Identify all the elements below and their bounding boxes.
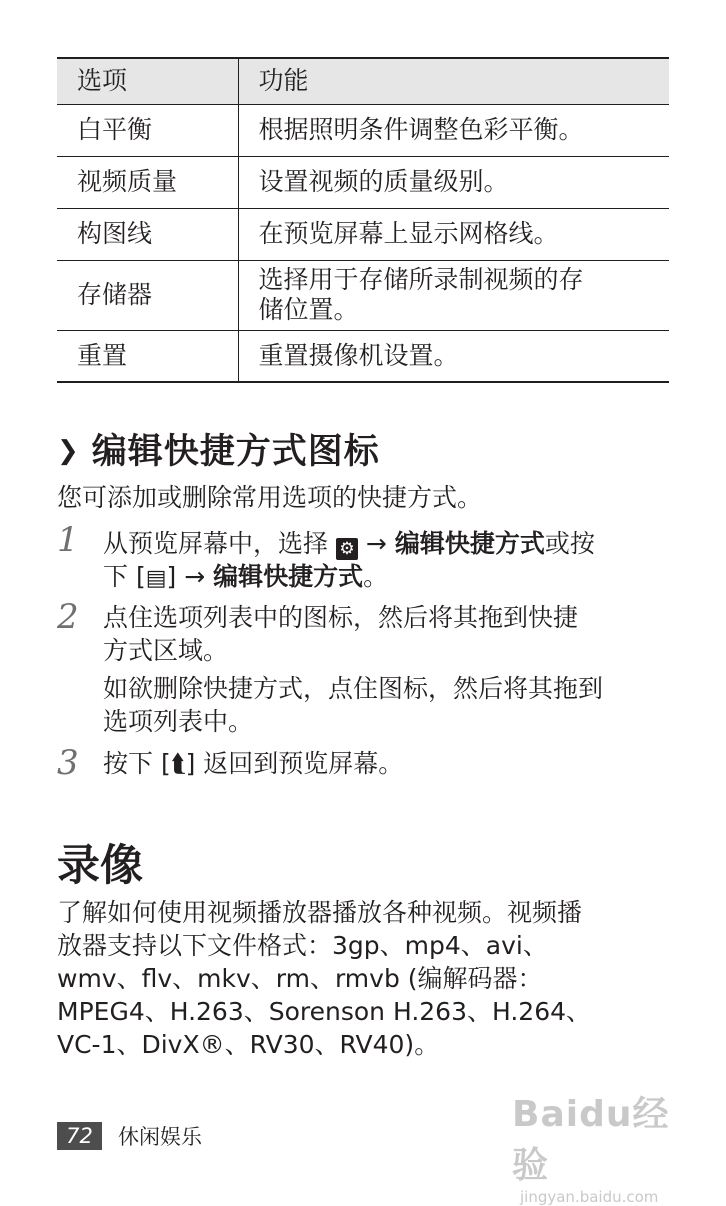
option-cell: 视频质量 xyxy=(57,156,238,208)
step-text: ] 返回到预览屏幕。 xyxy=(185,749,404,778)
step-line xyxy=(103,560,673,595)
gear-icon: ⚙ xyxy=(336,538,358,560)
table-row xyxy=(57,260,669,330)
step-line: 如欲删除快捷方式，点住图标，然后将其拖到 xyxy=(103,674,604,703)
header-option: 选项 xyxy=(57,58,238,104)
step-1 xyxy=(103,527,673,595)
step-text: 下 [ xyxy=(103,562,146,591)
option-cell: 构图线 xyxy=(57,208,238,260)
step-text: 或按 xyxy=(544,529,595,558)
section-heading xyxy=(57,424,380,474)
step-line xyxy=(103,527,673,560)
option-cell: 存储器 xyxy=(57,260,238,330)
watermark-logo-text: Baidu经验 xyxy=(512,1094,670,1186)
step-line: 选项列表中。 xyxy=(103,707,254,736)
function-line: 选择用于存储所录制视频的存 xyxy=(258,265,584,294)
step-number: 2 xyxy=(57,597,79,637)
step-number: 1 xyxy=(57,520,79,560)
function-cell: 在预览屏幕上显示网格线。 xyxy=(238,208,669,260)
step-text: 从预览屏幕中，选择 xyxy=(103,529,329,558)
para-line: 了解如何使用视频播放器播放各种视频。视频播 xyxy=(57,898,583,927)
table-row xyxy=(57,104,669,156)
step-3 xyxy=(103,747,673,780)
option-cell: 白平衡 xyxy=(57,104,238,156)
step-text: 按下 [ xyxy=(103,749,171,778)
function-cell: 设置视频的质量级别。 xyxy=(238,156,669,208)
step-line: 方式区域。 xyxy=(103,636,229,665)
para-line: wmv、flv、mkv、rm、rmvb (编解码器： xyxy=(57,964,543,993)
step-2 xyxy=(103,601,673,667)
table-row xyxy=(57,330,669,382)
step-text: 。 xyxy=(363,562,389,591)
function-cell xyxy=(238,260,669,330)
function-cell: 重置摄像机设置。 xyxy=(238,330,669,382)
function-line: 储位置。 xyxy=(258,295,359,324)
video-heading: 录像 xyxy=(57,841,143,891)
para-line: VC-1、DivX®、RV30、RV40)。 xyxy=(57,1030,440,1059)
page-number: 72 xyxy=(57,1122,102,1150)
chapter-title: 休闲娱乐 xyxy=(118,1125,202,1149)
option-cell: 重置 xyxy=(57,330,238,382)
section-heading-text: 编辑快捷方式图标 xyxy=(91,432,380,472)
options-table xyxy=(57,57,669,383)
step-2-note xyxy=(103,672,673,738)
step-bold-text: 编辑快捷方式 xyxy=(213,562,364,591)
menu-key-icon: ▤ xyxy=(145,566,167,591)
back-key-icon: ⮬ xyxy=(170,749,186,778)
table-header-row xyxy=(57,58,669,104)
section-intro: 您可添加或删除常用选项的快捷方式。 xyxy=(57,483,483,512)
step-line: 点住选项列表中的图标，然后将其拖到快捷 xyxy=(103,603,579,632)
step-number: 3 xyxy=(57,743,79,783)
para-line: 放器支持以下文件格式：3gp、mp4、avi、 xyxy=(57,931,548,960)
table-row xyxy=(57,208,669,260)
para-line: MPEG4、H.263、Sorenson H.263、H.264、 xyxy=(57,997,592,1026)
baidu-watermark xyxy=(512,1086,682,1206)
function-cell: 根据照明条件调整色彩平衡。 xyxy=(238,104,669,156)
header-function: 功能 xyxy=(238,58,669,104)
arrow: → xyxy=(365,529,387,558)
video-description xyxy=(57,896,657,1061)
chevron-right-icon: ❯ xyxy=(57,436,80,466)
watermark-url: jingyan.baidu.com xyxy=(520,1188,659,1206)
step-bold-text: 编辑快捷方式 xyxy=(394,529,545,558)
table-row xyxy=(57,156,669,208)
step-text: ] → xyxy=(166,562,214,591)
